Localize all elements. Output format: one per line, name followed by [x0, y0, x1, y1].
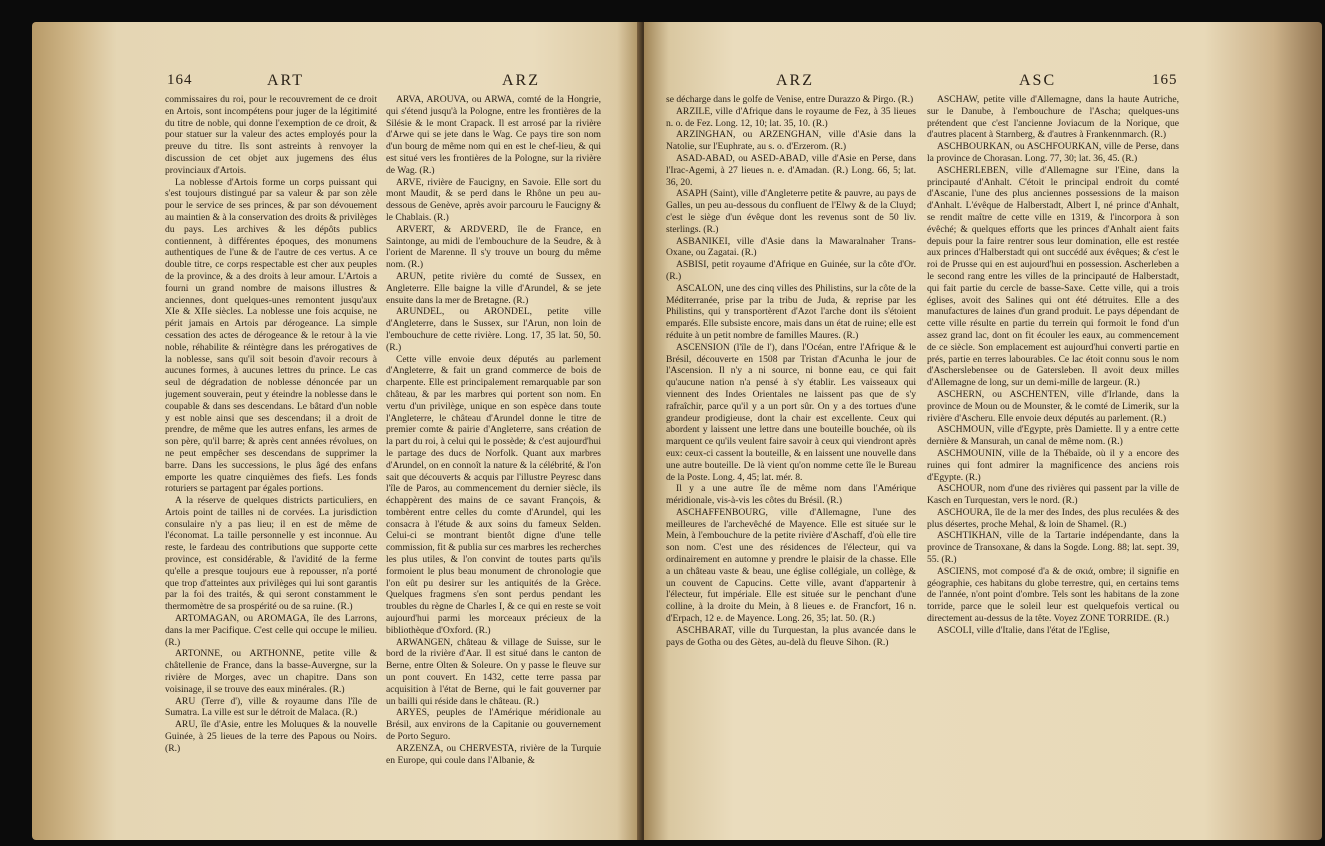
paragraph: ASCHAW, petite ville d'Allemagne, dans la haute Autriche, sur le Danube, à l'embouchure de l'Ascha; quelques-uns prétendent que c'est l'ancienne Joviacum de la Norique, que d'autres placent à Starnberg, & d'autres à Frankennmarch. (R.) [927, 94, 1179, 141]
running-head-left: ARZ [776, 72, 814, 89]
paragraph: ARVE, rivière de Faucigny, en Savoie. Elle sort du mont Maudit, & se perd dans le Rhône un peu au-dessous de Genève, après avoir parcouru le Faucigny & le Chablais. (R.) [386, 176, 601, 223]
left-page [32, 22, 642, 840]
paragraph: ARU (Terre d'), ville & royaume dans l'île de Sumatra. La ville est sur le détroit de Malaca. (R.) [165, 695, 377, 719]
paragraph: ASBANIKEI, ville d'Asie dans la Mawaralnaher Trans-Oxane, ou Zagatai. (R.) [666, 235, 916, 259]
page-number: 164 [167, 72, 193, 88]
paragraph: ASCHBOURKAN, ou ASCHFOURKAN, ville de Perse, dans la province de Chorasan. Long. 77, 30; lat. 36, 45. (R.) [927, 141, 1179, 164]
paragraph: ARWANGEN, château & village de Suisse, sur le bord de la rivière d'Aar. Il est situé dans le canton de Berne, entre Olten & Soleure. On y passe le fleuve sur un pont couvert. En 1432, cette terre passa par acquisition à l'état de Berne, qui le fait gouverner par un bailli qui réside dans le château. (R.) [386, 636, 601, 707]
paragraph: ASCHOURA, île de la mer des Indes, des plus reculées & des plus désertes, proche Mehal, & loin de Shamel. (R.) [927, 506, 1179, 530]
paragraph: ASCHERLEBEN, ville d'Allemagne sur l'Eine, dans la principauté d'Anhalt. C'étoit le principal endroit du comté d'Ascanie, l'une des plus anciennes possessions de la maison d'Anhalt. L'évêque de Halberstadt, Albert I, né prince d'Anhalt, se rendit maître de cette ville en 1319, & l'incorpora à son évêché; & quelques efforts que les princes d'Anhalt aient faits depuis pour la faire rentrer sous leur domination, elle est restée aux princes d'Halberstadt qui ont succédé aux évêques; & c'est le roi de Prusse qui en est aujourd'hui en possession. Ascherleben a le second rang entre les villes de la principauté de Halberstadt, qui fait partie du cercle de basse-Saxe. Cette ville, qui a trois églises, avoit des Salines qui ont été détruites. Elle a des manufactures de laines d'un grand produit. Le pays dépendant de cette ville résulte en partie du terrein qui formoit le fond d'un assez grand lac, dont on fit écouler les eaux, au commencement de ce siècle. Son emplacement est aujourd'hui converti partie en prés, partie en terres labourables. Ce lac étoit connu sous le nom d'Ascherslebensee ou de Gatersleben. Il avoit deux milles d'Allemagne de long, sur un demi-mille de largeur. (R.) [927, 164, 1179, 389]
paragraph: Il y a une autre île de même nom dans l'Amérique méridionale, vis-à-vis les côtes du Brésil. (R.) [666, 483, 916, 507]
paragraph: ARVA, AROUVA, ou ARWA, comté de la Hongrie, qui s'étend jusqu'à la Pologne, entre les frontières de la Silésie & le mont Crapack. Il est arrosé par la rivière d'Arwe qui se jete dans le Wag. Ce pays tire son nom d'un bourg de même nom qui en est le chef-lieu, & qui est situé vers les frontières de la Pologne, sur la rivière de Wag. (R.) [386, 94, 601, 176]
paragraph: ASCHMOUN, ville d'Egypte, près Damiette. Il y a entre cette dernière & Mansurah, un canal de même nom. (R.) [927, 424, 1179, 448]
text-column-1 [165, 94, 377, 784]
paragraph: ASCOLI, ville d'Italie, dans l'état de l'Eglise, [937, 624, 1110, 636]
paragraph: ASBISI, petit royaume d'Afrique en Guinée, sur la côte d'Or. (R.) [666, 259, 916, 282]
paragraph: ARZENZA, ou CHERVESTA, rivière de la Turquie en Europe, qui coule dans l'Albanie, & [386, 742, 601, 766]
running-head-right: ASC [1019, 72, 1057, 89]
paragraph: se décharge dans le golfe de Venise, entre Durazzo & Pirgo. (R.) [666, 94, 914, 105]
paragraph: A la réserve de quelques districts particuliers, en Artois point de tailles ni de corvées. La jurisdiction consulaire n'y a pas lieu; il en est de même de l'économat. La taille personnelle y est inconnue. Au reste, le fardeau des contributions que supporte cette province, est considérable, & l'avidité de la ferme qu'elle a presque toujours eue à repousser, n'a porté que trop d'atteintes aux privilèges qui lui sont garantis par la foi des traités, & qui seront constamment le thermomètre de sa prospérité ou de sa ruine. (R.) [165, 495, 377, 613]
paragraph: ASAD-ABAD, ou ASED-ABAD, ville d'Asie en Perse, dans l'Irac-Agemi, à 27 lieues n. e. d'Amadan. (R.) Long. 66, 5; lat. 36, 20. [666, 152, 916, 188]
paragraph: ARUNDEL, ou ARONDEL, petite ville d'Angleterre, dans le Sussex, sur l'Arun, non loin de l'embouchure de cette rivière. Long. 17, 35 lat. 50, 50. (R.) [386, 306, 601, 353]
paragraph: ASCALON, une des cinq villes des Philistins, sur la côte de la Méditerranée, prise par la tribu de Juda, & reprise par les Philistins, qui y transportèrent d'Azot l'arche dont ils s'étoient emparés. Elle subsiste encore, mais dans un état de ruine; elle est réduite à un petit nombre de familles Maures. (R.) [666, 282, 916, 341]
paragraph: ARU, île d'Asie, entre les Moluques & la nouvelle Guinée, à 25 lieues de la terre des Papous ou Noirs. (R.) [165, 719, 377, 754]
paragraph: Cette ville envoie deux députés au parlement d'Angleterre, & fait un grand commerce de bois de charpente. Elle est principalement remarquable par son château, & par les marbres qui portent son nom. En vertu d'un privilège, unique en son espèce dans toute l'Angleterre, le château d'Arundel donne le titre de premier comte & pairie d'Angleterre, sans création de la part du roi, à celui qui le possède; & c'est aujourd'hui le partage des ducs de Norfolk. Quant aux marbres d'Arundel, on en connoît la nature & la célébrité, & l'on sait que découverts & acquis par l'illustre Peyresc dans l'île de Paros, au commencement du dernier siècle, ils échappèrent des mains de ce savant François, & tombèrent entre celles du comte d'Arundel, qui les consacra à l'étude & aux soins du fameux Selden. Celui-ci se montrant bientôt digne d'une telle commission, fit & publia sur ces marbres les recherches les plus utiles, & l'on convint de toutes parts qu'ils formoient le plus beau monument de chronologie que l'on eût pu desirer sur les antiquités de la Grèce. Quelques fragmens s'en sont perdus pendant les troubles du règne de Charles I, & ce qui en reste se voit aujourd'hui parmi les morceaux précieux de la bibliothèque d'Oxford. (R.) [386, 353, 601, 636]
paragraph: La noblesse d'Artois forme un corps puissant qui s'est toujours distingué par sa valeur & par son zèle pour le service de ses princes, & par son dévouement au maintien & à la conservation des droits & privilèges du pays. Les archives & les dépôts publics contiennent, à différentes époques, des monumens authentiques de l'une & de l'autre de ces vertus. A ce double titre, ce corps respectable est cher aux peuples de la province, & a des droits à leur amour. L'Artois a fourni un grand nombre de maisons illustres & anciennes, dont quelques-unes remontent jusqu'aux XIe & XIIe siècles. La noblesse une fois acquise, ne périt jamais en Artois par dérogeance. La simple cessation des actes de dérogeance & le retour à la vie noble, réhabilite & réintègre dans les prérogatives de la noblesse, sans qu'il soit besoin d'avoir recours à aucunes formes, à aucunes lettres du prince. Le cas seul de dégradation de noblesse dénoncée par un jugement souverain, peut y éteindre la noblesse dans le coupable & dans ses descendans. Le bâtard d'un noble y est noble ainsi que ses descendans; il a droit de prendre, de même que les autres enfans, les armes de son père, qu'il barre; & après cent années révolues, on ne peut empêcher ses descendans de supprimer la barre. Dans les successions, le plus âgé des enfans emporte les quatre cinquièmes des fiefs. Les fonds roturiers se partagent par égales portions. [165, 176, 377, 495]
paragraph: ASCIENS, mot composé d'a & de σκιά, ombre; il signifie en géographie, ces habitans du globe terrestre, qui, en certains tems de l'année, n'ont point d'ombre. Tels sont les habitans de la zone torride, parce que le soleil leur est quelquefois vertical ou directement au-dessus de la tête. Voyez ZONE TORRIDE. (R.) [927, 565, 1179, 625]
page-number: 165 [1152, 72, 1178, 88]
paragraph: ARZINGHAN, ou ARZENGHAN, ville d'Asie dans la Natolie, sur l'Euphrate, au s. o. d'Erzerom. (R.) [666, 129, 916, 153]
running-head-left: ART [267, 72, 305, 89]
right-page [644, 22, 1322, 840]
paragraph: ASCHOUR, nom d'une des rivières qui passent par la ville de Kasch en Turquestan, vers le nord. (R.) [927, 483, 1179, 507]
paragraph: ARTOMAGAN, ou AROMAGA, île des Larrons, dans la mer Pacifique. C'est celle qui occupe le milieu. (R.) [165, 613, 377, 648]
paragraph: ASCHTIKHAN, ville de la Tartarie indépendante, dans la province de Transoxane, & dans la Sogde. Long. 88; lat. sept. 39, 55. (R.) [927, 530, 1179, 566]
paragraph: ASCHAFFENBOURG, ville d'Allemagne, l'une des meilleures de l'archevêché de Mayence. Elle est située sur le Mein, à l'embouchure de la petite rivière d'Aschaff, d'où elle tire son nom. C'est une des résidences de l'électeur, qui va ordinairement en automne y prendre le plaisir de la chasse. Elle a un château vaste & beau, une église collégiale, un collège, & un couvent de Capucins. Cette ville, avant d'appartenir à l'électeur, fut impériale. Elle est située sur le penchant d'une colline, à la droite du Mein, à 8 lieues e. de Francfort, 16 n. d'Erpach, 12 e. de Mayence. Long. 26, 35; lat. 50. (R.) [666, 506, 916, 625]
paragraph: ASCHERN, ou ASCHENTEN, ville d'Irlande, dans la province de Moun ou de Mounster, & le comté de Limerik, sur la rivière d'Ascheru. Elle envoie deux députés au parlement. (R.) [927, 388, 1179, 424]
running-head-right: ARZ [502, 72, 540, 89]
paragraph: ARVERT, & ARDVERD, île de France, en Saintonge, au midi de l'embouchure de la Seudre, & à l'orient de Marenne. Il s'y trouve un bourg du même nom. (R.) [386, 223, 601, 271]
paragraph: ASAPH (Saint), ville d'Angleterre petite & pauvre, au pays de Galles, un peu au-dessous du confluent de l'Elwy & de la Cluyd; c'est le siège d'un évêque dont les revenus sont de 50 liv. sterlings. (R.) [666, 188, 916, 235]
paragraph: ARTONNE, ou ARTHONNE, petite ville & châtellenie de France, dans la basse-Auvergne, sur la rivière de Morges, avec un chapitre. Dans son voisinage, il se trouve des eaux minérales. (R.) [165, 648, 377, 695]
paragraph: ARYES, peuples de l'Amérique méridionale au Brésil, aux environs de la Capitanie ou gouvernement de Porto Seguro. [386, 707, 601, 743]
paragraph: commissaires du roi, pour le recouvrement de ce droit en Artois, sont incompétens pour juger de la légitimité du titre de noble, qui donne l'exemption de ce droit, & pour statuer sur la valeur des actes employés pour la preuve du titre. Ils sont astreints à renvoyer la discussion de cet objet aux jugemens des élus provinciaux d'Artois. [165, 94, 377, 176]
text-column-2 [386, 94, 601, 784]
paragraph: ARUN, petite rivière du comté de Sussex, en Angleterre. Elle baigne la ville d'Arundel, & se jete ensuite dans la mer de Bretagne. (R.) [386, 270, 601, 306]
paragraph: ASCHMOUNIN, ville de la Thébaïde, où il y a encore des ruines qui font admirer la magnificence des anciens rois d'Egypte. (R.) [927, 447, 1179, 483]
paragraph: ARZILE, ville d'Afrique dans le royaume de Fez, à 35 lieues n. o. de Fez. Long. 12, 10; lat. 35, 10. (R.) [666, 105, 916, 129]
open-book [32, 22, 1322, 840]
paragraph: ASCHBARAT, ville du Turquestan, la plus avancée dans le pays de Gotha ou des Gètes, au-delà du fleuve Sihon. (R.) [666, 624, 916, 648]
text-column-1 [666, 94, 916, 784]
text-column-2 [927, 94, 1179, 784]
paragraph: ASCENSION (l'île de l'), dans l'Océan, entre l'Afrique & le Brésil, découverte en 1508 par Tristan d'Acunha le jour de l'Ascension. Il n'y a ni source, ni bonne eau, ce qui fait qu'aucune nation n'a pensé à s'y établir. Les vaisseaux qui viennent des Indes Orientales ne laissent pas que de s'y rafraîchir, parce qu'il y a un port sûr. On y a des tortues d'une grandeur prodigieuse, dont la chair est excellente. Ceux qui abordent y laissent une lettre dans une bouteille bouchée, où ils marquent ce qu'ils veulent faire savoir à ceux qui viendront après eux: ceux-ci cassent la bouteille, & en laissent une nouvelle dans une autre bouteille. De là vient qu'on nomme cette île le Bureau de la Poste. Long. 4, 45; lat. mér. 8. [666, 341, 916, 483]
